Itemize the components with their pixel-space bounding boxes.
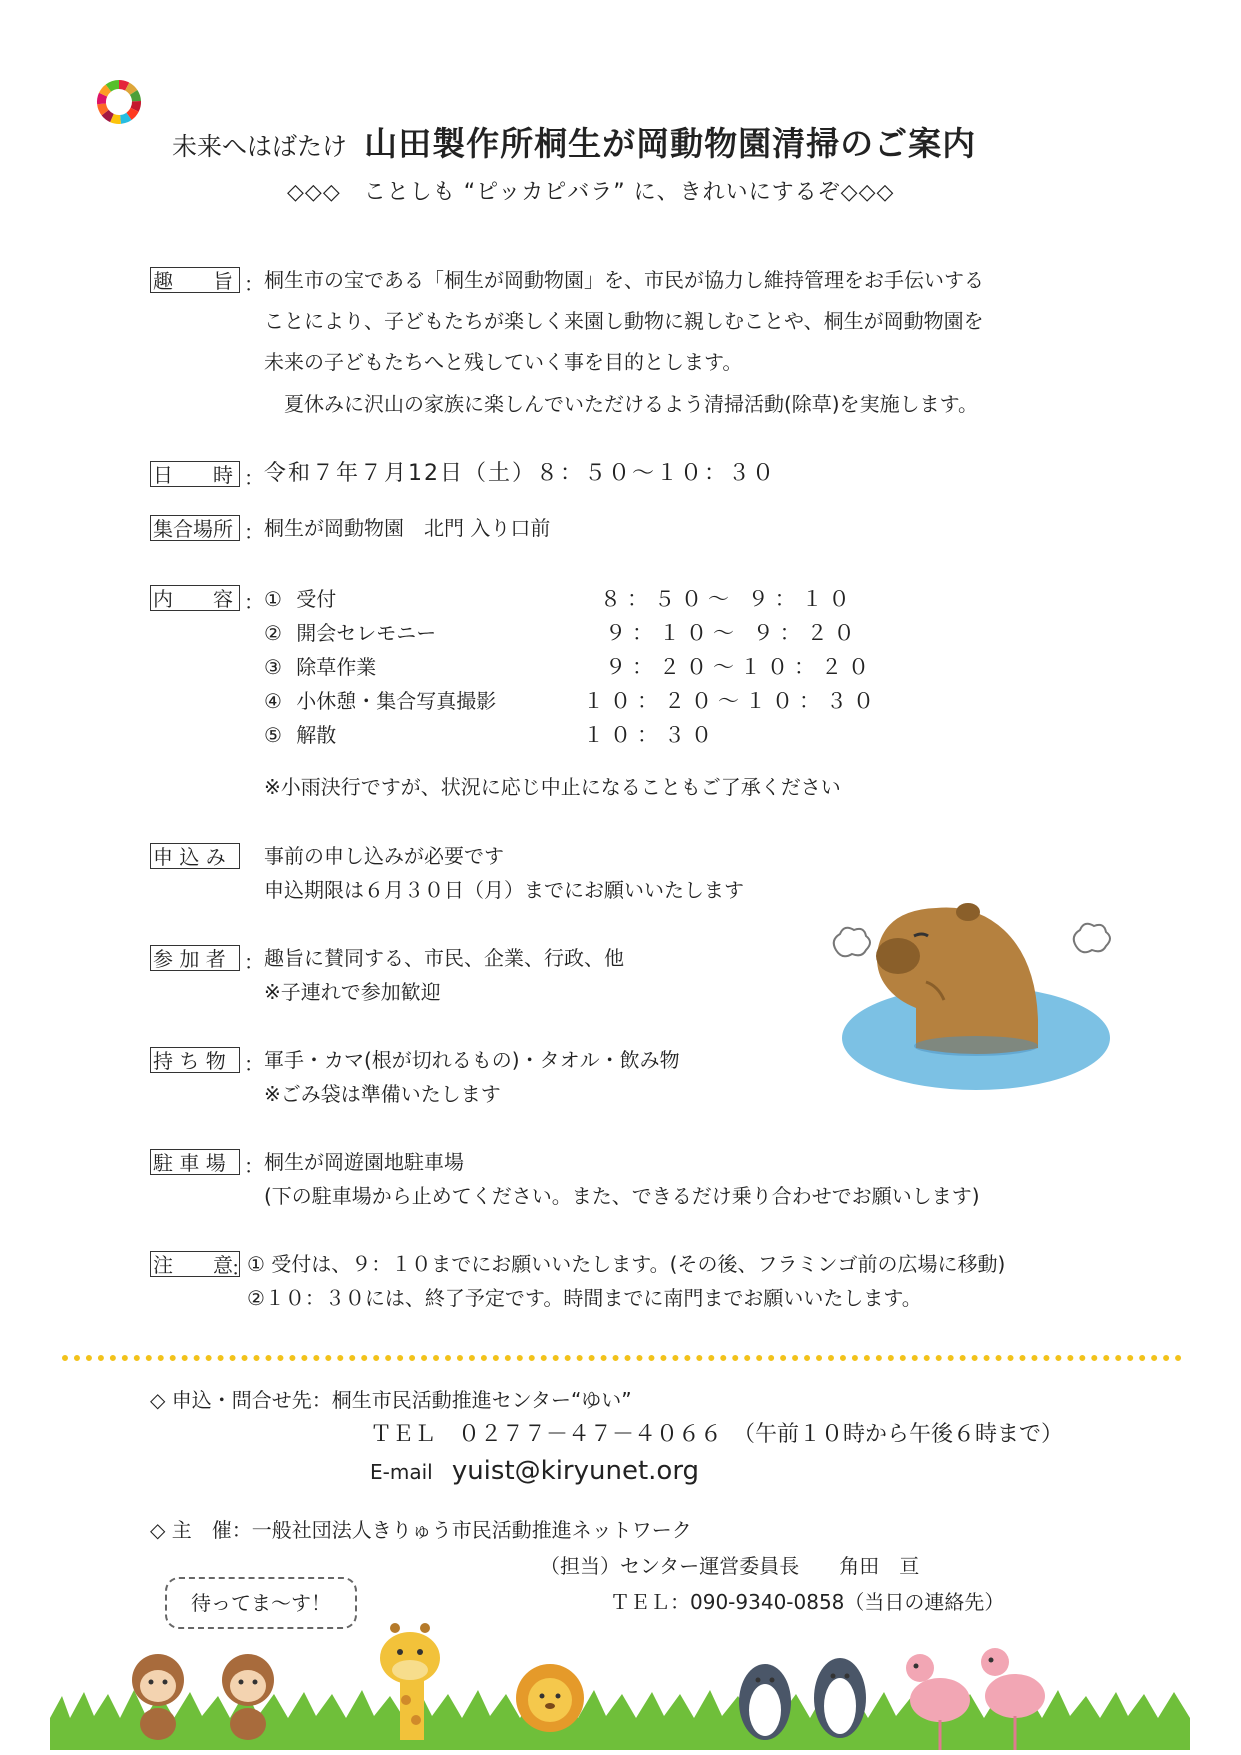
contact-tel: ＴＥＬ ０２７７－４７－４０６６ （午前１０時から午後６時まで） <box>370 1422 1064 1447</box>
content-colon: ： <box>244 590 264 614</box>
email-link[interactable]: yuist@kiryunet.org <box>451 1456 700 1486</box>
purpose-line-2: ことにより、子どもたちが楽しく来園し動物に親しむことや、桐生が岡動物園を <box>264 309 984 333</box>
datetime-label: 日 時 <box>150 461 240 487</box>
contact-email-row <box>370 1456 699 1486</box>
apply-line-1: 事前の申し込みが必要です <box>264 844 504 868</box>
lion-icon <box>516 1664 584 1732</box>
purpose-label: 趣 旨 <box>150 267 240 293</box>
purpose-line-4: 夏休みに沢山の家族に楽しんでいただけるよう清掃活動(除草)を実施します。 <box>264 392 979 416</box>
title-main: 山田製作所桐生が岡動物園清掃のご案内 <box>364 124 977 163</box>
schedule-time: ９：１０～ ９：２０ <box>605 621 861 645</box>
schedule-time: １０：２０～１０：３０ <box>583 689 880 713</box>
organizer-line: ◇ 主 催：一般社団法人きりゅう市民活動推進ネットワーク <box>150 1518 692 1542</box>
belongings-label: 持 ち 物 <box>150 1047 240 1073</box>
participants-label: 参 加 者 <box>150 945 240 971</box>
parking-line-1: 桐生が岡遊園地駐車場 <box>264 1150 464 1174</box>
participants-line-2: ※子連れで参加歓迎 <box>264 980 441 1004</box>
belongings-line-1: 軍手・カマ(根が切れるもの)・タオル・飲み物 <box>264 1048 680 1072</box>
person-tel: ＴＥＬ：090-9340-0858（当日の連絡先） <box>610 1590 1005 1614</box>
schedule-item: ② 開会セレモニー <box>264 621 437 645</box>
parking-label: 駐 車 場 <box>150 1149 240 1175</box>
animals-grass-illustration <box>50 1600 1190 1750</box>
purpose-line-3: 未来の子どもたちへと残していく事を目的とします。 <box>264 350 743 374</box>
schedule-time: ９：２０～１０：２０ <box>605 655 875 679</box>
belongings-colon: ： <box>244 1052 264 1076</box>
penguin-icon <box>814 1658 866 1738</box>
meeting-colon: ： <box>244 520 264 544</box>
speech-bubble: 待ってま～す！ <box>165 1577 357 1629</box>
contact-line: ◇ 申込・問合せ先：桐生市民活動推進センター“ゆい” <box>150 1388 632 1412</box>
capybara-illustration <box>826 890 1126 1100</box>
belongings-line-2: ※ごみ袋は準備いたします <box>264 1082 501 1106</box>
content-label: 内 容 <box>150 585 240 611</box>
sdg-wheel-icon <box>95 78 143 126</box>
participants-colon: ： <box>244 950 264 974</box>
apply-label: 申 込 み <box>150 843 240 869</box>
caution-colon: ： <box>231 1256 251 1280</box>
schedule-time: ８：５０～ ９：１０ <box>600 587 856 611</box>
subtitle: ◇◇◇ ことしも “ピッカピバラ” に、きれいにするぞ◇◇◇ <box>287 180 895 205</box>
dotted-divider <box>62 1355 1182 1361</box>
content-note: ※小雨決行ですが、状況に応じ中止になることもご了承ください <box>264 775 841 799</box>
schedule-item: ④ 小休憩・集合写真撮影 <box>264 689 497 713</box>
schedule-item: ③ 除草作業 <box>264 655 377 679</box>
participants-line-1: 趣旨に賛同する、市民、企業、行政、他 <box>264 946 624 970</box>
meeting-value: 桐生が岡動物園 北門 入り口前 <box>264 516 551 540</box>
title-sub: 未来へはばたけ <box>172 132 348 161</box>
email-label: E-mail <box>370 1460 433 1484</box>
datetime-colon: ： <box>244 466 264 490</box>
meeting-label: 集合場所 <box>150 515 240 541</box>
page-title <box>172 118 976 165</box>
purpose-line-1: 桐生市の宝である「桐生が岡動物園」を、市民が協力し維持管理をお手伝いする <box>264 268 984 292</box>
penguin-icon <box>739 1664 791 1740</box>
datetime-value: 令和７年７月12日（土）８：５０～１０：３０ <box>264 461 776 486</box>
caution-line-1: ① 受付は、９：１０までにお願いいたします。(その後、フラミンゴ前の広場に移動) <box>247 1252 1006 1276</box>
person-line: （担当）センター運営委員長 角田 亘 <box>540 1554 920 1578</box>
parking-line-2: (下の駐車場から止めてください。また、できるだけ乗り合わせでお願いします) <box>264 1184 980 1208</box>
apply-line-2: 申込期限は６月３０日（月）までにお願いいたします <box>264 878 744 902</box>
caution-label: 注 意 <box>150 1251 240 1277</box>
parking-colon: ： <box>244 1154 264 1178</box>
purpose-colon: ： <box>244 272 264 296</box>
schedule-item: ① 受付 <box>264 587 337 611</box>
schedule-time: １０：３０ <box>583 723 718 747</box>
caution-line-2: ②１０：３０には、終了予定です。時間までに南門までお願いいたします。 <box>247 1286 922 1310</box>
schedule-item: ⑤ 解散 <box>264 723 337 747</box>
